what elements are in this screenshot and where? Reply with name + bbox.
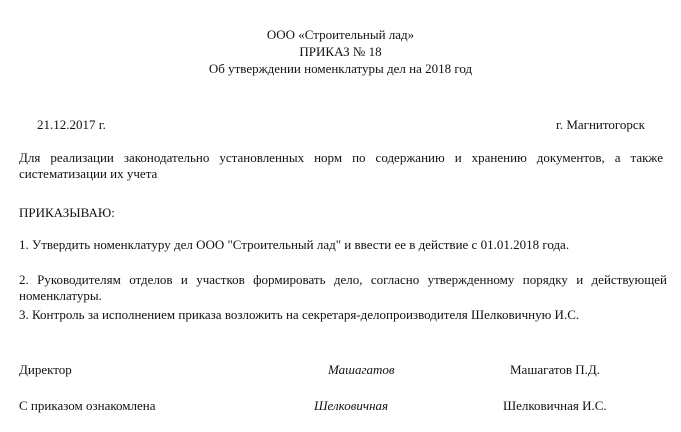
director-name: Машагатов П.Д. bbox=[510, 362, 601, 377]
acknowledged-signature: Шелковичная bbox=[314, 398, 389, 413]
acknowledged-name: Шелковичная И.С. bbox=[503, 398, 607, 413]
organization-name: ООО «Строительный лад» bbox=[266, 27, 415, 42]
director-role: Директор bbox=[19, 362, 72, 377]
order-subject: Об утверждении номенклатуры дел на 2018 год bbox=[208, 61, 473, 76]
preamble-paragraph: Для реализации законодательно установленных норм по содержанию и хранению документов, а также систематизации их учета bbox=[19, 150, 663, 181]
order-date: 21.12.2017 г. bbox=[37, 117, 106, 132]
order-title: ПРИКАЗ № 18 bbox=[299, 44, 382, 59]
order-command: ПРИКАЗЫВАЮ: bbox=[19, 205, 115, 220]
order-item-2: 2. Руководителям отделов и участков формировать дело, согласно утвержденному порядку и действующей номенклатуры. bbox=[19, 272, 667, 303]
order-item-1: 1. Утвердить номенклатуру дел ООО "Строительный лад" и ввести ее в действие с 01.01.2018 года. bbox=[19, 237, 570, 252]
order-item-3: 3. Контроль за исполнением приказа возложить на секретаря-делопроизводителя Шелковичную И.С. bbox=[19, 307, 580, 322]
director-signature: Машагатов bbox=[328, 362, 395, 377]
acknowledged-role: С приказом ознакомлена bbox=[19, 398, 156, 413]
order-city: г. Магнитогорск bbox=[555, 117, 645, 132]
